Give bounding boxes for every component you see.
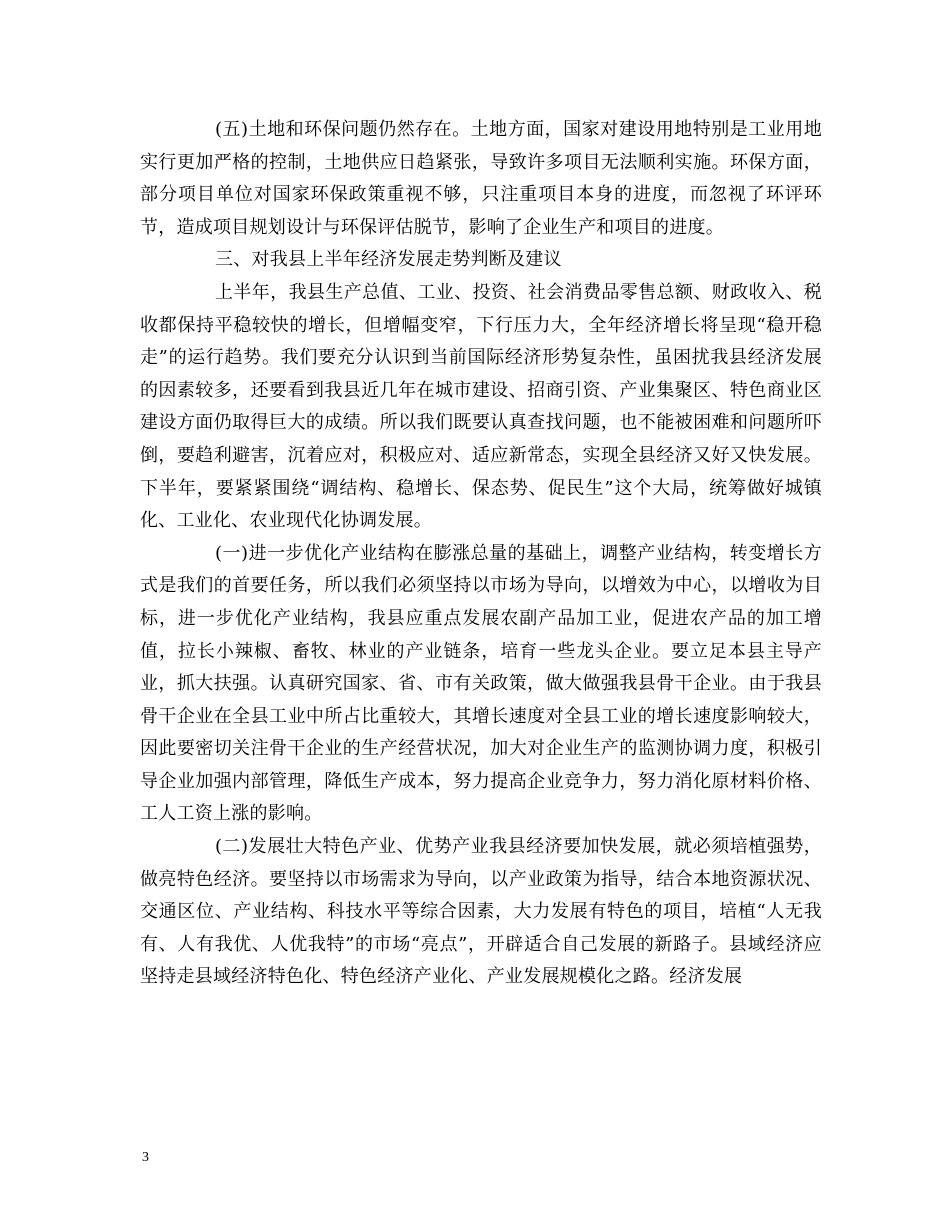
page-number: 3 [142, 1150, 149, 1165]
paragraph-land-environment: (五)土地和环保问题仍然存在。土地方面，国家对建设用地特别是工业用地实行更加严格的控制，土地供应日趋紧张，导致许多项目无法顺利实施。环保方面，部分项目单位对国家环保政策重视不够，只注重项目本身的进度，而忽视了环评环节，造成项目规划设计与环保评估脱节，影响了企业生产和项目的进度。 [140, 119, 822, 238]
paragraph-first-half-overview: 上半年，我县生产总值、工业、投资、社会消费品零售总额、财政收入、税收都保持平稳较快的增长，但增幅变窄，下行压力大，全年经济增长将呈现“稳开稳走”的运行趋势。我们要充分认识到当前国际经济形势复杂性，虽困扰我县经济发展的因素较多，还要看到我县近几年在城市建设、招商引资、产业集聚区、特色商业区建设方面仍取得巨大的成绩。所以我们既要认真查找问题，也不能被困难和问题所吓倒，要趋利避害，沉着应对，积极应对、适应新常态，实现全县经济又好又快发展。下半年，要紧紧围绕“调结构、稳增长、保态势、促民生”这个大局，统筹做好城镇化、工业化、农业现代化协调发展。 [140, 281, 822, 532]
document-body [140, 114, 822, 994]
section-heading-three: 三、对我县上半年经济发展走势判断及建议 [215, 249, 562, 271]
paragraph-optimize-industry-structure: (一)进一步优化产业结构在膨涨总量的基础上，调整产业结构，转变增长方式是我们的首要任务，所以我们必须坚持以市场为导向，以增效为中心，以增收为目标，进一步优化产业结构，我县应重点发展农副产品加工业，促进农产品的加工增值，拉长小辣椒、畜牧、林业的产业链条，培育一些龙头企业。要立足本县主导产业，抓大扶强。认真研究国家、省、市有关政策，做大做强我县骨干企业。由于我县骨干企业在全县工业中所占比重较大，其增长速度对全县工业的增长速度影响较大，因此要密切关注骨干企业的生产经营状况，加大对企业生产的监测协调力度，积极引导企业加强内部管理，降低生产成本，努力提高企业竞争力，努力消化原材料价格、工人工资上涨的影响。 [140, 542, 822, 825]
paragraph-develop-characteristic-industry: (二)发展壮大特色产业、优势产业我县经济要加快发展，就必须培植强势，做亮特色经济。要坚持以市场需求为导向，以产业政策为指导，结合本地资源状况、交通区位、产业结构、科技水平等综合因素，大力发展有特色的项目，培植“人无我有、人有我优、人优我特”的市场“亮点”，开辟适合自己发展的新路子。县域经济应坚持走县域经济特色化、特色经济产业化、产业发展规模化之路。经济发展 [140, 836, 822, 988]
